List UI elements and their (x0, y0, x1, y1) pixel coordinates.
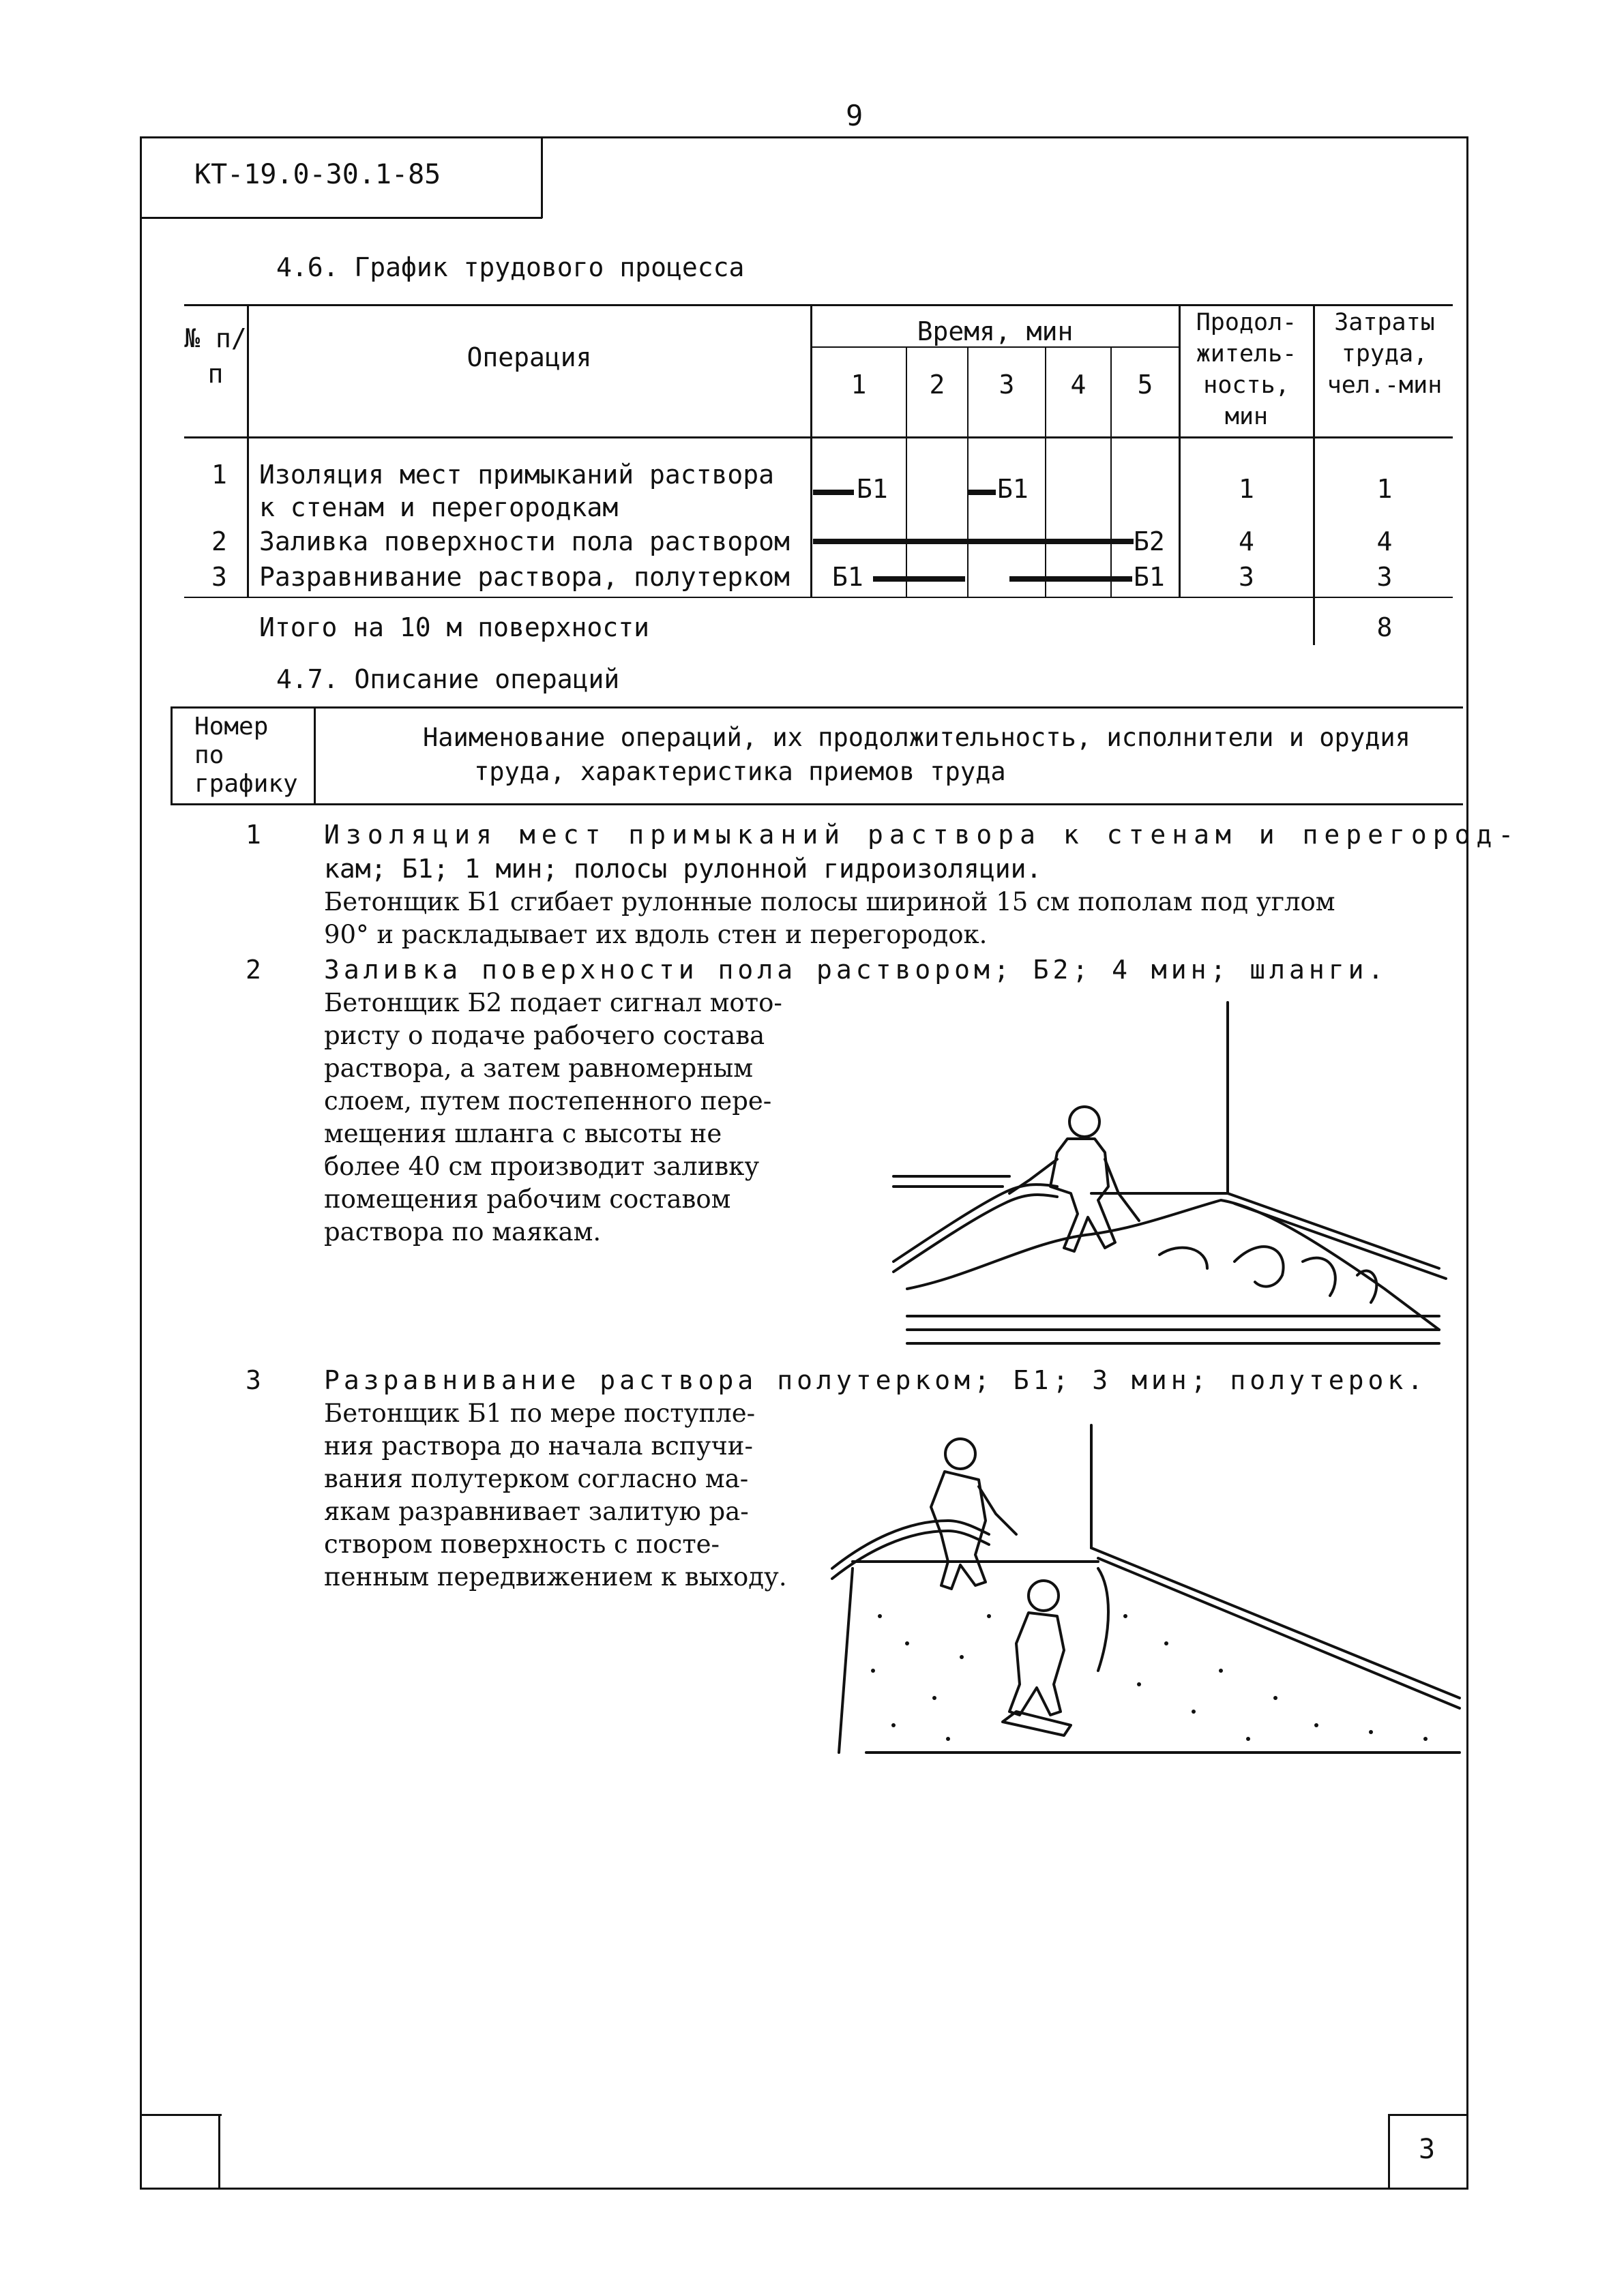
op2-title: Заливка поверхности пола раствором; Б2; 4 мин; шланги. (324, 955, 1388, 985)
op2-body-line: раствора по маякам. (324, 1217, 602, 1247)
sheet-cell-top (1388, 2114, 1468, 2116)
frame-left (140, 136, 142, 2189)
row3-duration: 3 (1239, 562, 1254, 592)
table-top-rule (184, 304, 1453, 306)
time-col-1: 1 (851, 370, 867, 400)
col-op-sep (810, 304, 812, 597)
stamp-bottom (140, 217, 542, 219)
table-header-rule (184, 436, 1453, 438)
gantt-label-r3a: Б1 (832, 562, 863, 592)
op2-body-line: слоем, путем постепенного пере- (324, 1086, 772, 1116)
section-46-title: 4.6. График трудового процесса (276, 252, 745, 282)
section-47-title: 4.7. Описание операций (276, 664, 620, 694)
op1-line2: кам; Б1; 1 мин; полосы рулонной гидроизоляции. (324, 854, 1042, 884)
leveling-illustration (812, 1412, 1466, 1766)
desc-col2-line1: Наименование операций, их продолжительность, исполнители и орудия (423, 723, 1410, 752)
desc-col2-line2: труда, характеристика приемов труда (474, 757, 1006, 786)
row1-duration: 1 (1239, 474, 1254, 504)
time-col-3: 3 (999, 370, 1015, 400)
col-dur-sep (1313, 304, 1315, 645)
page-number: 9 (846, 99, 863, 132)
total-label: Итого на 10 м поверхности (259, 612, 649, 642)
row3-num: 3 (211, 562, 227, 592)
header-duration: Продол- житель- ность, мин (1196, 309, 1297, 430)
bottom-left-cell-side (218, 2114, 220, 2189)
op3-body-line: вания полутерком согласно ма- (324, 1464, 749, 1493)
row3-labor: 3 (1376, 562, 1393, 592)
bottom-left-cell-top (140, 2114, 222, 2116)
table-bottom-rule (184, 597, 1453, 598)
gantt-bar-r1b (969, 490, 996, 495)
row1-op-line1: Изоляция мест примыканий раствора (259, 460, 774, 490)
row2-op-line1: Заливка поверхности пола раствором (259, 526, 790, 556)
op1-num: 1 (246, 820, 261, 850)
op1-line1: Изоляция мест примыканий раствора к стенам и перегород- (324, 820, 1520, 850)
sheet-number: 3 (1419, 2134, 1436, 2165)
gantt-bar-r1a (813, 490, 854, 495)
gantt-label-r3b: Б1 (1134, 562, 1165, 592)
op1-line3: Бетонщик Б1 сгибает рулонные полосы шириной 15 см пополам под углом (324, 887, 1335, 916)
op2-body-line: ристу о подаче рабочего состава (324, 1021, 765, 1050)
row3-op-line1: Разравнивание раствора, полутерком (259, 562, 790, 592)
time-col-4: 4 (1070, 370, 1087, 400)
time-col-2: 2 (929, 370, 945, 400)
row2-num: 2 (211, 526, 227, 556)
header-num: № п/п (184, 323, 247, 389)
doc-code: КТ-19.0-30.1-85 (194, 159, 441, 190)
desc-col1-line2: по (194, 741, 224, 769)
gantt-bar-r3b (1009, 576, 1132, 582)
gantt-bar-r3a (873, 576, 965, 582)
desc-top-rule (171, 706, 1463, 709)
col-time-sep (1179, 304, 1181, 597)
row1-op-line2: к стенам и перегородкам (259, 492, 619, 522)
op1-line4: 90° и раскладывает их вдоль стен и перегородок. (324, 920, 988, 949)
gantt-bar-r2 (813, 539, 1134, 544)
desc-left-rule (171, 706, 173, 805)
op3-body-line: якам разравнивает залитую ра- (324, 1497, 749, 1526)
desc-bottom-rule (171, 803, 1463, 805)
row1-num: 1 (211, 460, 227, 490)
gantt-label-r1b: Б1 (997, 474, 1029, 504)
op3-title: Разравнивание раствора полутерком; Б1; 3 мин; полутерок. (324, 1365, 1428, 1395)
op2-body-line: помещения рабочим составом (324, 1184, 731, 1214)
frame-right (1466, 136, 1468, 2189)
row1-labor: 1 (1376, 474, 1393, 504)
op3-num: 3 (246, 1365, 261, 1395)
op2-body-line: Бетонщик Б2 подает сигнал мото- (324, 988, 782, 1017)
op2-body-line: раствора, а затем равномерным (324, 1054, 754, 1083)
desc-col-sep (314, 706, 316, 805)
header-operation: Операция (467, 342, 592, 372)
row2-labor: 4 (1376, 526, 1393, 556)
op3-body-line: пенным передвижением к выходу. (324, 1562, 787, 1592)
op3-body-line: ния раствора до начала вспучи- (324, 1431, 753, 1461)
op3-body-line: Бетонщик Б1 по мере поступле- (324, 1399, 756, 1428)
pouring-illustration (853, 989, 1453, 1357)
frame-top (140, 136, 1468, 138)
op2-body-line: мещения шланга с высоты не (324, 1119, 722, 1148)
gantt-label-r1a: Б1 (857, 474, 888, 504)
op2-body-line: более 40 см производит заливку (324, 1152, 760, 1181)
sheet-cell-side (1388, 2114, 1390, 2189)
time-col-5: 5 (1137, 370, 1153, 400)
header-time: Время, мин (917, 316, 1074, 346)
row2-duration: 4 (1239, 526, 1254, 556)
gantt-label-r2: Б2 (1134, 526, 1165, 556)
stamp-right (541, 136, 543, 218)
op3-body-line: створом поверхность с посте- (324, 1530, 720, 1559)
header-labor: Затраты труда, чел.-мин (1327, 309, 1443, 399)
desc-col1-line3: графику (194, 770, 298, 798)
op2-num: 2 (246, 955, 261, 985)
frame-bottom (140, 2188, 1468, 2190)
total-value: 8 (1376, 612, 1393, 642)
desc-col1-line1: Номер (194, 713, 269, 741)
